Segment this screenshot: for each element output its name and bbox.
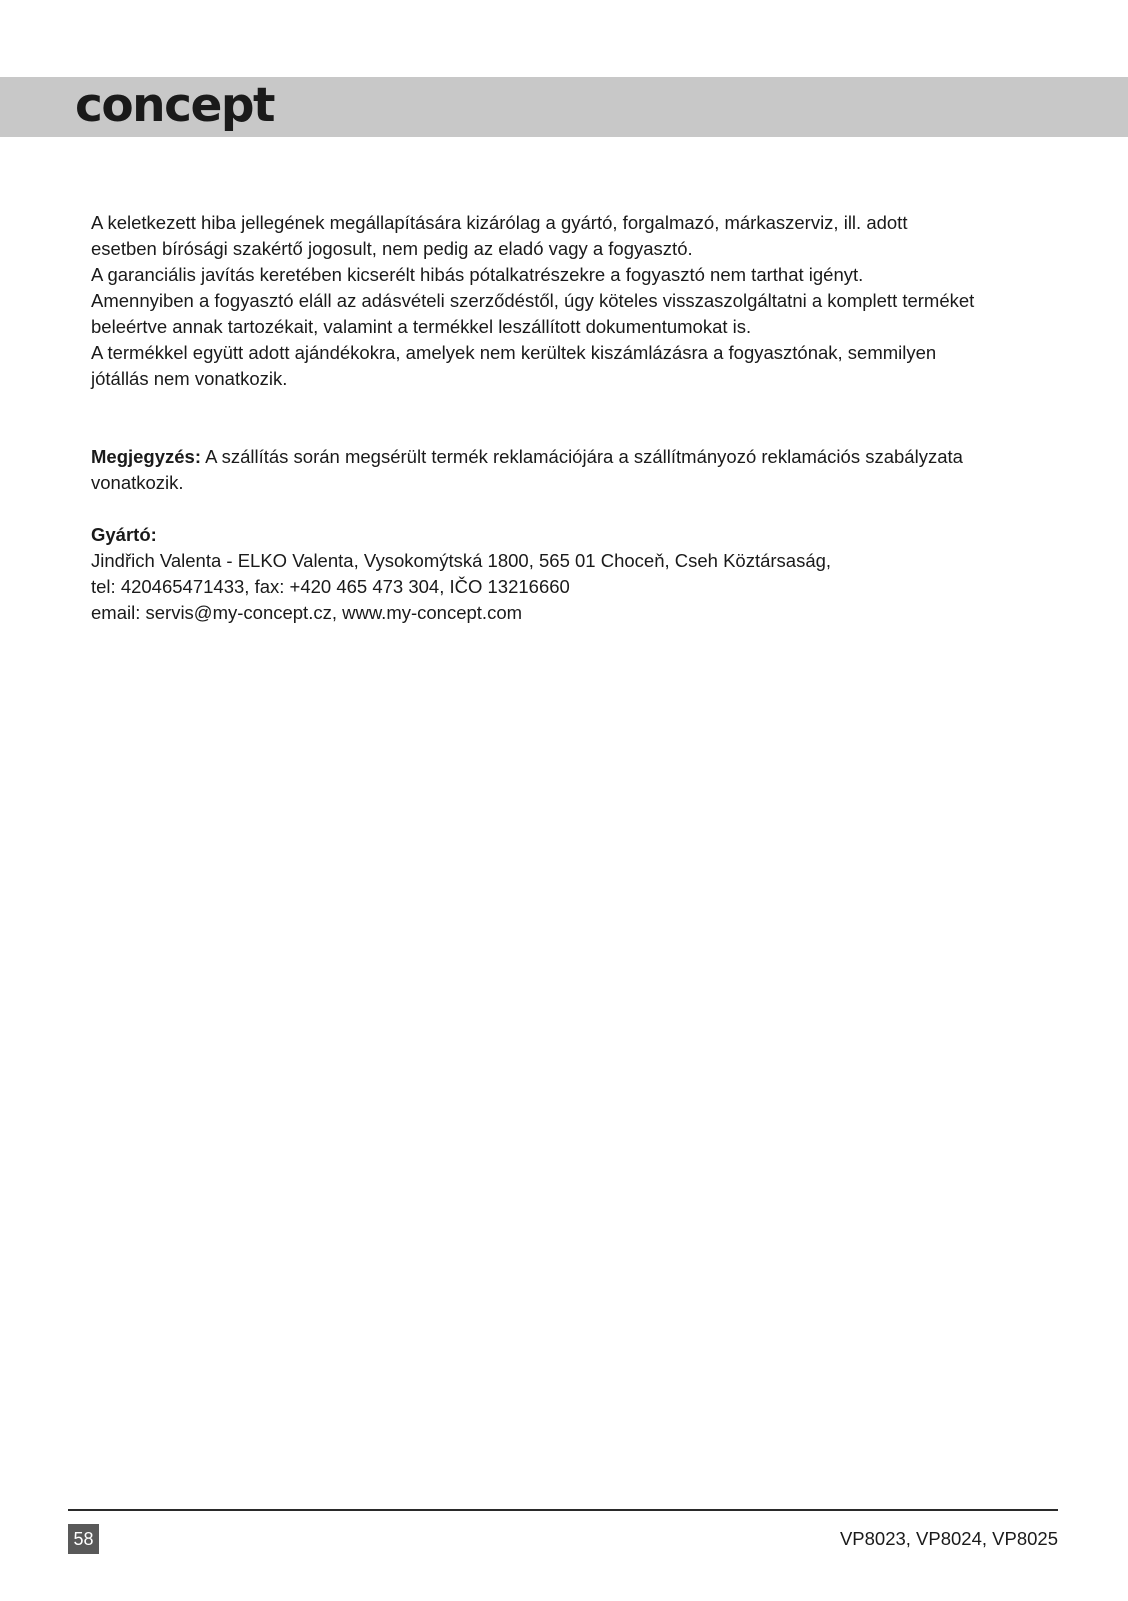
note-paragraph [91,444,1031,496]
manufacturer-address: Jindřich Valenta - ELKO Valenta, Vysokomýtská 1800, 565 01 Choceň, Cseh Köztársaság, [91,550,832,571]
footer-divider [68,1509,1058,1511]
warranty-paragraph: A keletkezett hiba jellegének megállapítására kizárólag a gyártó, forgalmazó, márkaszerviz, ill. adott esetben bírósági szakértő jogosult, nem pedig az eladó vagy a fogyasztó. A garanciális javítás keretében kicserélt hibás pótalkatrészekre a fogyasztó nem tarthat igényt. Amennyiben a fogyasztó eláll az adásvételi szerződéstől, úgy köteles visszaszolgáltatni a komplett terméket beleértve annak tartozékait, valamint a termékkel leszállított dokumentumokat is. A termékkel együtt adott ajándékokra, amelyek nem kerültek kiszámlázásra a fogyasztónak, semmilyen jótállás nem vonatkozik. [91,212,975,389]
page-content [91,210,1031,626]
brand-logo: concept [75,78,274,133]
manufacturer-block [91,522,1031,626]
note-label: Megjegyzés: [91,446,202,467]
manufacturer-contact: email: servis@my-concept.cz, www.my-concept.com [91,602,523,623]
model-codes: VP8023, VP8024, VP8025 [839,1528,1058,1549]
note-text: A szállítás során megsérült termék reklamációjára a szállítmányozó reklamációs szabályzata vonatkozik. [91,446,963,493]
page-number: 58 [68,1524,99,1554]
manufacturer-heading: Gyártó: [91,524,157,545]
manufacturer-phone: tel: 420465471433, fax: +420 465 473 304, IČO 13216660 [91,576,570,597]
